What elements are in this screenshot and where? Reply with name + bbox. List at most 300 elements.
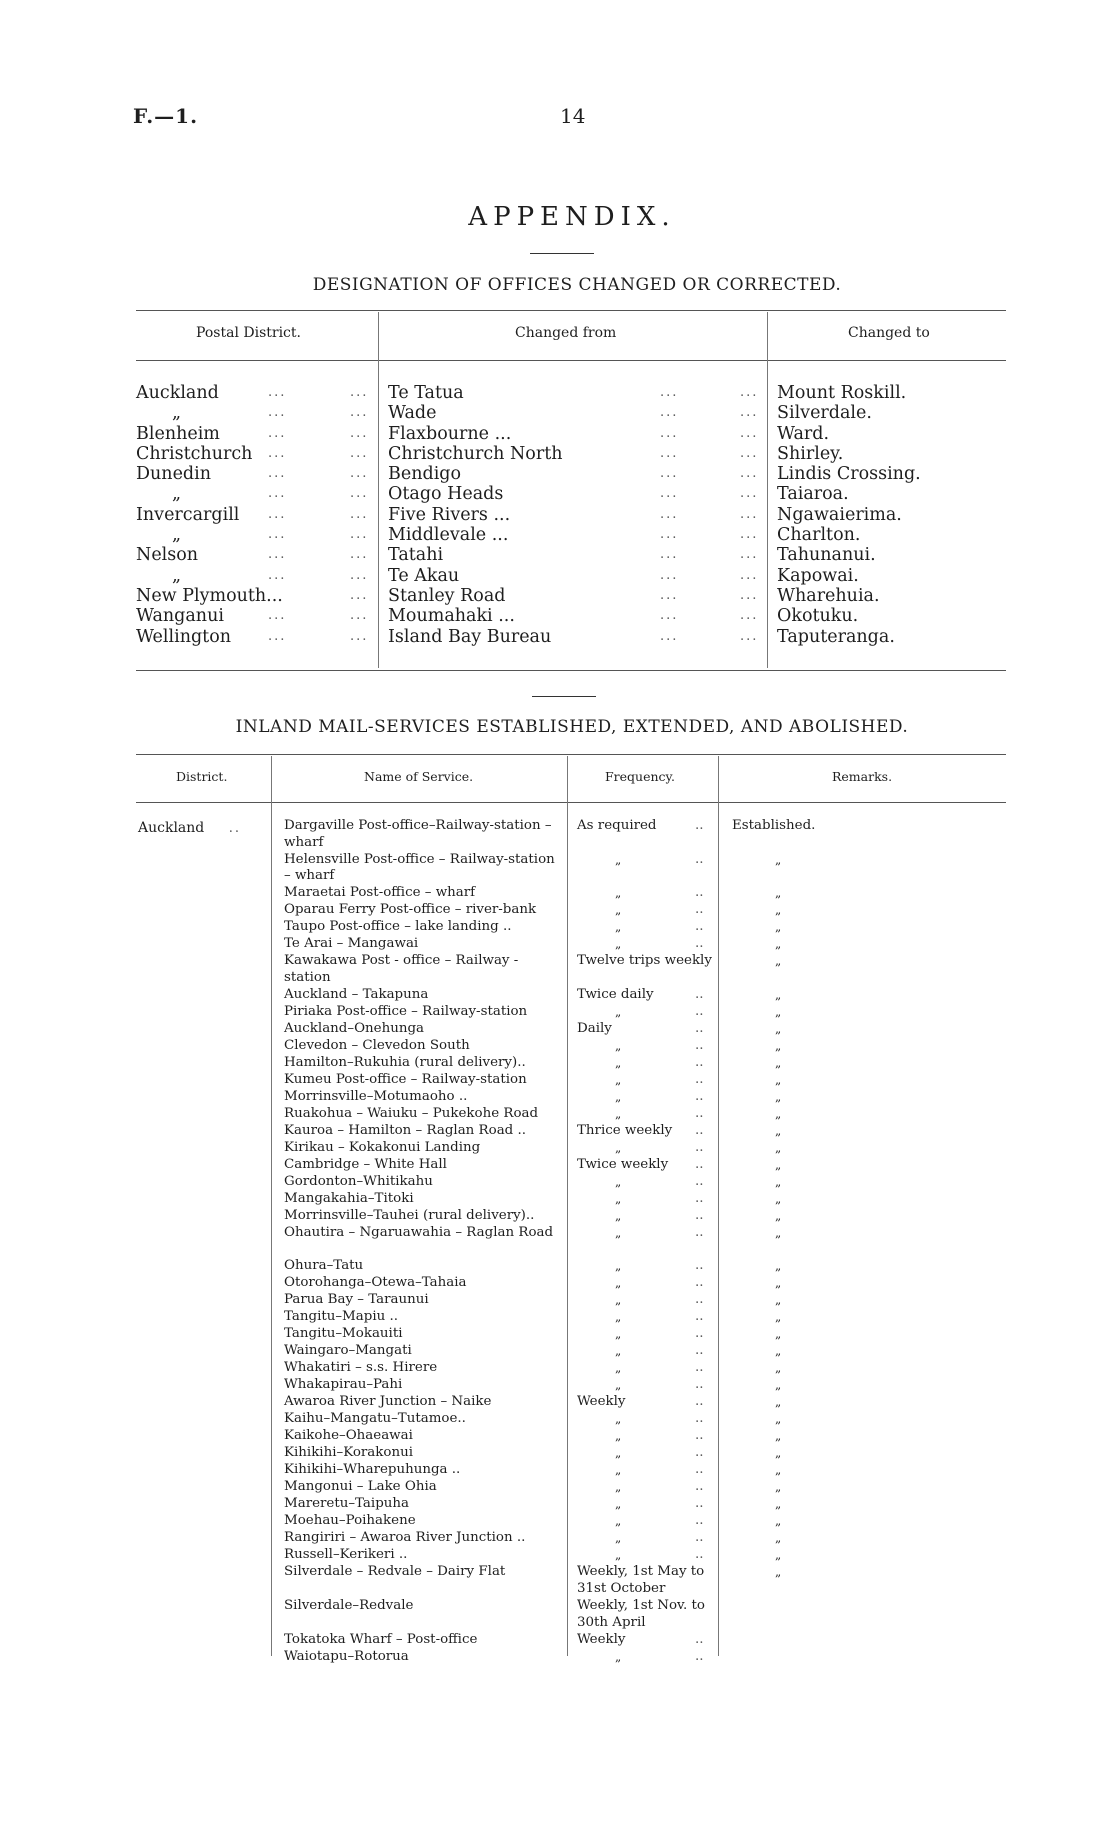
leader-dots: ... — [350, 425, 369, 441]
leader-dots: ... — [740, 466, 759, 482]
table-row — [0, 953, 1114, 987]
district-cell: Auckland — [136, 383, 219, 403]
changed-from-cell: Te Tatua — [388, 383, 464, 403]
table-row — [0, 1072, 1114, 1089]
table-row — [0, 1377, 1114, 1394]
section-rule — [532, 696, 596, 697]
table-row — [0, 1513, 1114, 1530]
remarks-cell: „ — [775, 987, 782, 1002]
table-row — [0, 586, 1114, 606]
service-name-cell: Kauroa – Hamilton – Raglan Road .. — [284, 1122, 527, 1138]
remarks-cell: „ — [775, 1038, 782, 1053]
leader-dots: ... — [268, 628, 287, 644]
table-row — [0, 885, 1114, 902]
leader-dots: ... — [268, 547, 287, 563]
table-row — [0, 1021, 1114, 1038]
table-row — [0, 505, 1114, 525]
frequency-cell: „ — [615, 1191, 622, 1206]
changed-from-cell: Moumahaki ... — [388, 606, 515, 627]
changed-from-cell: Te Akau — [388, 565, 460, 586]
leader-dots: .. — [695, 919, 704, 935]
leader-dots: .. — [695, 1428, 704, 1444]
changed-from-cell: Tatahi — [388, 545, 444, 566]
remarks-cell: „ — [775, 1072, 782, 1087]
changed-to-cell: Lindis Crossing. — [777, 464, 921, 485]
table-row — [0, 1208, 1114, 1225]
changed-to-cell: Taputeranga. — [777, 626, 895, 647]
leader-dots: .. — [695, 1462, 704, 1478]
leader-dots: ... — [350, 587, 369, 603]
leader-dots: .. — [695, 1088, 704, 1104]
leader-dots: .. — [695, 1156, 704, 1172]
frequency-cell: Weekly — [577, 1631, 626, 1647]
remarks-cell: „ — [775, 1123, 782, 1138]
leader-dots: .. — [695, 1411, 704, 1427]
frequency-cell: „ — [615, 1225, 622, 1240]
leader-dots: ... — [268, 385, 287, 400]
leader-dots: .. — [695, 1037, 704, 1053]
service-name-cell: Kihikihi–Wharepuhunga .. — [284, 1462, 461, 1478]
service-name-cell: Silverdale – Redvale – Dairy Flat — [284, 1564, 506, 1580]
leader-dots: .. — [695, 1394, 704, 1410]
changed-to-cell: Tahunanui. — [777, 545, 876, 566]
changed-to-cell: Kapowai. — [777, 565, 859, 586]
service-name-cell: Auckland–Onehunga — [284, 1020, 425, 1036]
table1-bottom-rule — [136, 670, 1006, 671]
service-name-cell: Mangonui – Lake Ohia — [284, 1479, 437, 1495]
leader-dots: .. — [695, 1071, 704, 1087]
leader-dots: .. — [695, 851, 704, 867]
table2-header-remarks: Remarks. — [832, 769, 893, 784]
frequency-cell: „ — [615, 1259, 622, 1274]
table-row — [0, 1343, 1114, 1360]
service-name-cell: Moehau–Poihakene — [284, 1513, 416, 1529]
district-name: Auckland — [138, 820, 205, 836]
frequency-cell: „ — [615, 886, 622, 901]
frequency-cell: „ — [615, 1548, 622, 1563]
remarks-cell: „ — [775, 937, 782, 952]
leader-dots: ... — [740, 506, 759, 522]
table2-header-service: Name of Service. — [364, 769, 474, 784]
table-row — [0, 1632, 1114, 1649]
table-row — [0, 1140, 1114, 1157]
service-name-cell: Mareretu–Taipuha — [284, 1496, 410, 1512]
table-row — [0, 1496, 1114, 1513]
table-row — [0, 1411, 1114, 1428]
leader-dots: ... — [350, 567, 369, 583]
changed-to-cell: Ward. — [777, 423, 830, 444]
service-name-cell: Rangiriri – Awaroa River Junction .. — [284, 1530, 526, 1546]
section2-heading: INLAND MAIL-SERVICES ESTABLISHED, EXTENDED, AND ABOLISHED. — [235, 717, 909, 737]
service-name-cell: Te Arai – Mangawai — [284, 936, 419, 952]
remarks-cell: „ — [775, 1378, 782, 1393]
frequency-cell: „ — [615, 1344, 622, 1359]
leader-dots: .. — [695, 1360, 704, 1376]
service-name-cell: Silverdale–Redvale — [284, 1597, 414, 1613]
leader-dots: ... — [740, 587, 759, 603]
district-cell: „ — [172, 525, 182, 546]
table-row — [0, 1360, 1114, 1377]
table-row — [0, 1649, 1114, 1666]
page-number: 14 — [560, 104, 586, 128]
table2-header-frequency: Frequency. — [605, 769, 675, 784]
district-cell: „ — [172, 484, 182, 505]
leader-dots: ... — [350, 547, 369, 563]
leader-dots: .. — [695, 1054, 704, 1070]
leader-dots: ... — [350, 628, 369, 644]
leader-dots: .. — [695, 1377, 704, 1393]
district-cell: New Plymouth... — [136, 585, 283, 606]
leader-dots: ... — [740, 425, 759, 441]
remarks-cell: „ — [775, 1514, 782, 1529]
district-cell: „ — [172, 565, 182, 586]
remarks-cell: „ — [775, 1361, 782, 1376]
frequency-cell: Thrice weekly — [577, 1122, 673, 1138]
remarks-cell: „ — [775, 1004, 782, 1019]
service-name-cell: Waiotapu–Rotorua — [284, 1648, 409, 1664]
leader-dots: .. — [695, 1326, 704, 1342]
leader-dots: ... — [350, 527, 369, 543]
leader-dots: ... — [268, 425, 287, 441]
table-row — [0, 444, 1114, 464]
table-row — [0, 1394, 1114, 1411]
leader-dots: .. — [695, 1445, 704, 1461]
leader-dots: ... — [268, 445, 287, 461]
service-name-cell: Whakapirau–Pahi — [284, 1377, 403, 1393]
leader-dots: ... — [740, 567, 759, 583]
table-row — [0, 525, 1114, 545]
leader-dots: ... — [740, 547, 759, 563]
leader-dots: ... — [660, 466, 679, 482]
service-name-cell: Otorohanga–Otewa–Tahaia — [284, 1275, 467, 1291]
changed-from-cell: Stanley Road — [388, 585, 506, 606]
remarks-cell: „ — [775, 1276, 782, 1291]
frequency-cell: „ — [615, 852, 622, 867]
district-cell: Wellington — [136, 626, 232, 647]
leader-dots: .. — [695, 818, 704, 833]
table-row — [0, 1106, 1114, 1123]
frequency-cell: As required — [577, 818, 657, 833]
table2-header-district: District. — [176, 769, 228, 784]
leader-dots: ... — [350, 506, 369, 522]
district-leader: .. — [228, 821, 241, 836]
leader-dots: .. — [695, 1496, 704, 1512]
table-row — [0, 1174, 1114, 1191]
service-name-cell: Kaihu–Mangatu–Tutamoe.. — [284, 1411, 466, 1427]
table-row — [0, 1428, 1114, 1445]
leader-dots: ... — [740, 628, 759, 644]
table-row — [0, 987, 1114, 1004]
changed-from-cell: Flaxbourne ... — [388, 423, 512, 444]
table-row — [0, 403, 1114, 423]
remarks-cell: „ — [775, 1327, 782, 1342]
leader-dots: ... — [660, 587, 679, 603]
leader-dots: ... — [350, 466, 369, 482]
leader-dots: .. — [695, 1275, 704, 1291]
changed-to-cell: Mount Roskill. — [777, 383, 907, 403]
table-row — [0, 919, 1114, 936]
changed-to-cell: Shirley. — [777, 443, 844, 464]
changed-to-cell: Taiaroa. — [777, 484, 849, 505]
leader-dots: ... — [350, 486, 369, 502]
frequency-cell: „ — [615, 1463, 622, 1478]
leader-dots: ... — [740, 445, 759, 461]
table-row — [0, 1445, 1114, 1462]
district-cell: Dunedin — [136, 464, 211, 485]
leader-dots: ... — [350, 405, 369, 421]
leader-dots: .. — [695, 1139, 704, 1155]
remarks-cell: „ — [775, 1191, 782, 1206]
remarks-cell: „ — [775, 1463, 782, 1478]
frequency-cell: Weekly — [577, 1394, 626, 1410]
service-name-cell: Clevedon – Clevedon South — [284, 1037, 470, 1053]
leader-dots: .. — [695, 1105, 704, 1121]
changed-from-cell: Wade — [388, 403, 437, 424]
remarks-cell: „ — [775, 1089, 782, 1104]
frequency-cell: „ — [615, 937, 622, 952]
leader-dots: ... — [660, 486, 679, 502]
leader-dots: .. — [695, 1343, 704, 1359]
changed-to-cell: Wharehuia. — [777, 585, 880, 606]
leader-dots: ... — [740, 608, 759, 624]
table2-top-rule — [136, 754, 1006, 755]
frequency-cell: „ — [615, 1412, 622, 1427]
leader-dots: .. — [695, 1258, 704, 1274]
leader-dots: ... — [660, 567, 679, 583]
leader-dots: .. — [695, 1173, 704, 1189]
service-name-cell: Parua Bay – Taraunui — [284, 1292, 429, 1308]
district-cell: Nelson — [136, 545, 199, 566]
service-name-cell: Dargaville Post-office–Railway-station –wharf — [284, 818, 552, 850]
leader-dots: .. — [695, 1513, 704, 1529]
leader-dots: .. — [695, 1224, 704, 1240]
frequency-cell: Weekly, 1st May to 31st October — [577, 1564, 705, 1596]
table-row — [0, 1479, 1114, 1496]
service-name-cell: Ohura–Tatu — [284, 1258, 364, 1274]
table-row — [0, 1089, 1114, 1106]
table-row — [0, 464, 1114, 484]
frequency-cell: „ — [615, 1327, 622, 1342]
leader-dots: ... — [660, 385, 679, 400]
leader-dots: ... — [660, 608, 679, 624]
leader-dots: .. — [695, 936, 704, 952]
table-row — [0, 1225, 1114, 1259]
frequency-cell: „ — [615, 1089, 622, 1104]
leader-dots: .. — [695, 986, 704, 1002]
service-name-cell: Cambridge – White Hall — [284, 1156, 447, 1172]
leader-dots: ... — [268, 567, 287, 583]
leader-dots: ... — [740, 486, 759, 502]
leader-dots: .. — [695, 1530, 704, 1546]
leader-dots: .. — [695, 1547, 704, 1563]
remarks-cell: „ — [775, 852, 782, 867]
leader-dots: .. — [695, 1309, 704, 1325]
leader-dots: ... — [660, 445, 679, 461]
table-row — [0, 902, 1114, 919]
table-row — [0, 852, 1114, 886]
leader-dots: ... — [740, 405, 759, 421]
service-name-cell: Morrinsville–Motumaoho .. — [284, 1088, 468, 1104]
table-row — [0, 1292, 1114, 1309]
service-name-cell: Tangitu–Mapiu .. — [284, 1309, 398, 1325]
remarks-cell: „ — [775, 1412, 782, 1427]
frequency-cell: „ — [615, 1649, 622, 1664]
service-name-cell: Kirikau – Kokakonui Landing — [284, 1139, 481, 1155]
remarks-cell: „ — [775, 1429, 782, 1444]
table-row — [0, 484, 1114, 504]
frequency-cell: „ — [615, 1208, 622, 1223]
leader-dots: ... — [740, 385, 759, 400]
remarks-cell: „ — [775, 1531, 782, 1546]
frequency-cell: Twelve trips weekly — [577, 953, 712, 969]
frequency-cell: „ — [615, 1106, 622, 1121]
frequency-cell: „ — [615, 1361, 622, 1376]
remarks-cell: „ — [775, 1497, 782, 1512]
changed-to-cell: Ngawaierima. — [777, 504, 902, 525]
changed-to-cell: Silverdale. — [777, 403, 872, 424]
leader-dots: ... — [660, 547, 679, 563]
table-row — [0, 1530, 1114, 1547]
table-row — [0, 1157, 1114, 1174]
remarks-cell: Established. — [732, 818, 816, 833]
service-name-cell: Piriaka Post-office – Railway-station — [284, 1003, 528, 1019]
table-row — [0, 1275, 1114, 1292]
table-row — [0, 627, 1114, 647]
leader-dots: ... — [268, 506, 287, 522]
leader-dots: ... — [660, 425, 679, 441]
service-name-cell: Kaikohe–Ohaeawai — [284, 1428, 413, 1444]
leader-dots: ... — [660, 405, 679, 421]
frequency-cell: „ — [615, 1378, 622, 1393]
frequency-cell: „ — [615, 1446, 622, 1461]
table2-body — [0, 818, 1114, 1666]
leader-dots: ... — [268, 486, 287, 502]
service-name-cell: Awaroa River Junction – Naike — [284, 1394, 492, 1410]
leader-dots: .. — [695, 885, 704, 901]
leader-dots: .. — [695, 902, 704, 918]
table-row — [0, 1309, 1114, 1326]
frequency-cell: Daily — [577, 1020, 612, 1036]
remarks-cell: „ — [775, 1208, 782, 1223]
page-title: APPENDIX. — [468, 202, 676, 232]
changed-from-cell: Otago Heads — [388, 484, 504, 505]
leader-dots: ... — [268, 405, 287, 421]
frequency-cell: „ — [615, 1514, 622, 1529]
remarks-cell: „ — [775, 1310, 782, 1325]
frequency-cell: „ — [615, 920, 622, 935]
service-name-cell: Helensville Post-office – Railway-station – wharf — [284, 851, 555, 884]
table-row — [0, 545, 1114, 565]
frequency-cell: „ — [615, 1276, 622, 1291]
table1-header-changed-from: Changed from — [515, 325, 617, 341]
service-name-cell: Kumeu Post-office – Railway-station — [284, 1071, 527, 1087]
table1-top-rule — [136, 310, 1006, 311]
leader-dots: .. — [695, 1207, 704, 1223]
leader-dots: .. — [695, 1292, 704, 1308]
title-rule — [530, 253, 594, 254]
table1-header-rule — [136, 360, 1006, 361]
remarks-cell: „ — [775, 886, 782, 901]
document-reference: F.—1. — [133, 104, 199, 128]
leader-dots: ... — [660, 506, 679, 522]
service-name-cell: Ohautira – Ngaruawahia – Raglan Road — [284, 1224, 554, 1240]
frequency-cell: Twice weekly — [577, 1156, 669, 1172]
changed-to-cell: Okotuku. — [777, 606, 859, 627]
leader-dots: ... — [350, 608, 369, 624]
table-row — [0, 1258, 1114, 1275]
table-row — [0, 1326, 1114, 1343]
table-row — [0, 1055, 1114, 1072]
table-row — [0, 1004, 1114, 1021]
district-cell: Christchurch — [136, 443, 253, 464]
table1-body — [0, 383, 1114, 647]
leader-dots: ... — [268, 466, 287, 482]
changed-to-cell: Charlton. — [777, 525, 861, 546]
frequency-cell: „ — [615, 1004, 622, 1019]
table-row — [0, 424, 1114, 444]
remarks-cell: „ — [775, 1395, 782, 1410]
remarks-cell: „ — [775, 1344, 782, 1359]
table-row — [0, 1038, 1114, 1055]
leader-dots: ... — [660, 628, 679, 644]
frequency-cell: „ — [615, 1293, 622, 1308]
remarks-cell: „ — [775, 1157, 782, 1172]
frequency-cell: Weekly, 1st Nov. to 30th April — [577, 1597, 705, 1630]
leader-dots: .. — [695, 1631, 704, 1647]
service-name-cell: Mangakahia–Titoki — [284, 1190, 414, 1206]
table2-header-rule — [136, 802, 1006, 803]
leader-dots: .. — [695, 1020, 704, 1036]
remarks-cell: „ — [775, 1106, 782, 1121]
frequency-cell: „ — [615, 1038, 622, 1053]
leader-dots: ... — [350, 445, 369, 461]
changed-from-cell: Island Bay Bureau — [388, 626, 552, 647]
service-name-cell: Taupo Post-office – lake landing .. — [284, 919, 512, 935]
leader-dots: .. — [695, 1190, 704, 1206]
service-name-cell: Auckland – Takapuna — [284, 986, 429, 1002]
changed-from-cell: Christchurch North — [388, 443, 563, 464]
remarks-cell: „ — [775, 903, 782, 918]
leader-dots: .. — [695, 1479, 704, 1495]
table-row — [0, 606, 1114, 626]
leader-dots: ... — [268, 527, 287, 543]
leader-dots: ... — [268, 608, 287, 624]
remarks-cell: „ — [775, 1548, 782, 1563]
table1-header-district: Postal District. — [196, 325, 301, 341]
remarks-cell: „ — [775, 1565, 782, 1580]
service-name-cell: Morrinsville–Tauhei (rural delivery).. — [284, 1207, 535, 1223]
table-row — [0, 566, 1114, 586]
table-row — [0, 1191, 1114, 1208]
service-name-cell: Russell–Kerikeri .. — [284, 1547, 408, 1563]
leader-dots: .. — [695, 1003, 704, 1019]
service-name-cell: Ruakohua – Waiuku – Pukekohe Road — [284, 1105, 539, 1121]
remarks-cell: „ — [775, 1055, 782, 1070]
service-name-cell: Hamilton–Rukuhia (rural delivery).. — [284, 1054, 526, 1070]
frequency-cell: Twice daily — [577, 986, 654, 1002]
service-name-cell: Tokatoka Wharf – Post-office — [284, 1631, 478, 1647]
frequency-cell: „ — [615, 1429, 622, 1444]
frequency-cell: „ — [615, 1055, 622, 1070]
service-name-cell: Kawakawa Post - office – Railway - station — [284, 953, 519, 985]
remarks-cell: „ — [775, 1293, 782, 1308]
district-cell: Invercargill — [136, 504, 240, 525]
service-name-cell: Kihikihi–Korakonui — [284, 1445, 413, 1461]
frequency-cell: „ — [615, 903, 622, 918]
frequency-cell: „ — [615, 1497, 622, 1512]
frequency-cell: „ — [615, 1072, 622, 1087]
remarks-cell: „ — [775, 1446, 782, 1461]
